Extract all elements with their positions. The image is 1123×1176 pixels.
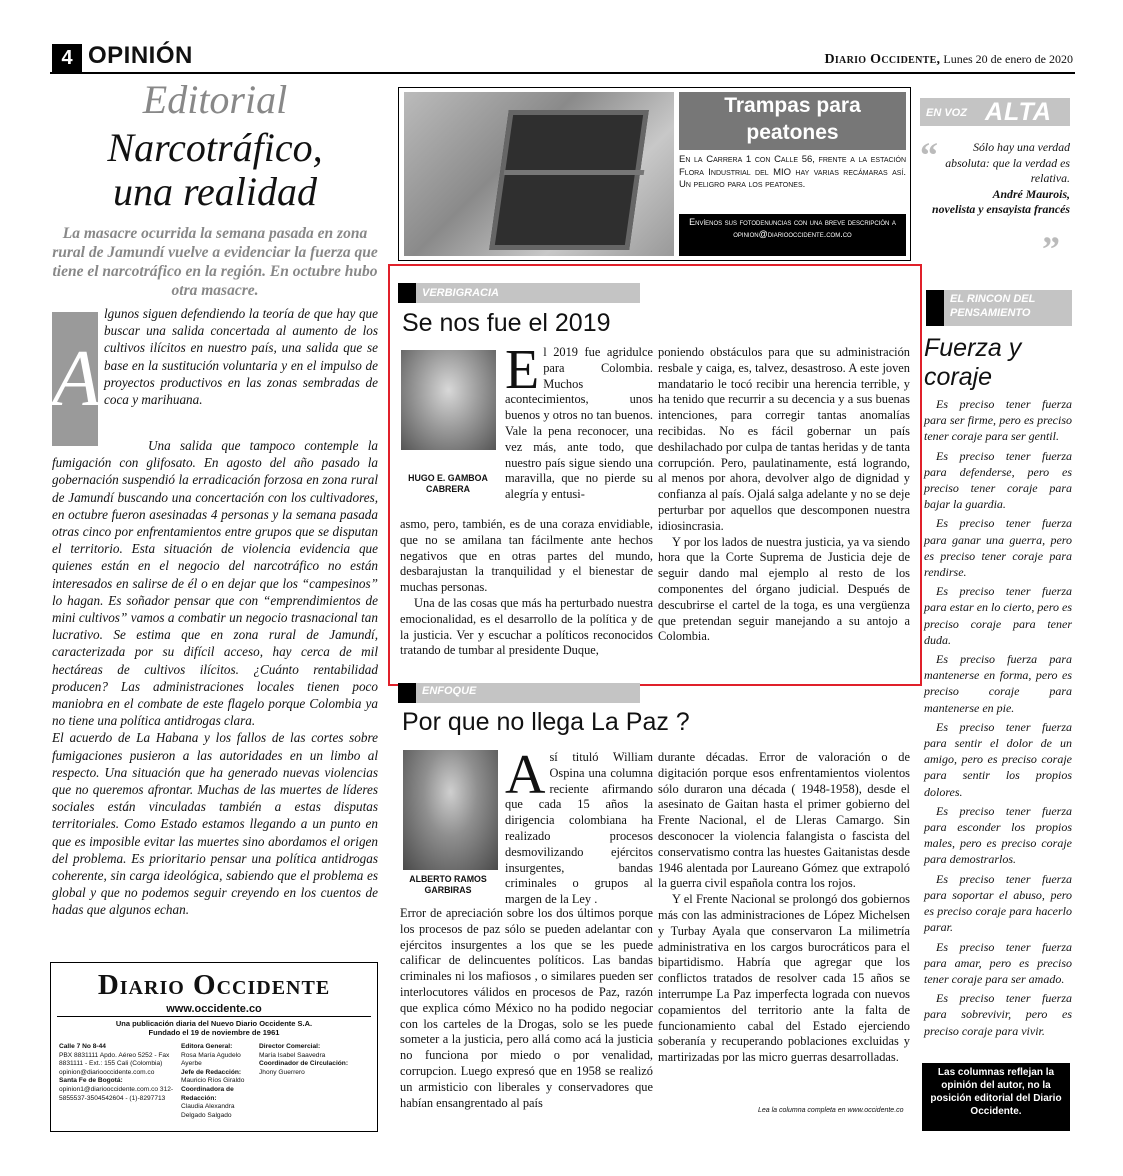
editorial-title [52, 126, 378, 214]
rincon-body [924, 396, 1072, 1042]
verbigracia-col2 [658, 345, 910, 645]
header-rule [50, 72, 1075, 74]
editorial-title-line2: una realidad [112, 169, 318, 214]
publisher-box [50, 962, 378, 1132]
editor-head: Editora General: [181, 1043, 233, 1050]
issue-date: Lunes 20 de enero de 2020 [943, 52, 1073, 66]
en-voz-alta-small: EN VOZ [926, 107, 967, 119]
rincon-paragraph: Es preciso tener fuerza para ganar una guerra, pero es preciso tener coraje para rendirse. [924, 516, 1072, 580]
en-voz-alta-quote: Sólo hay una verdad absoluta: que la verdad es relativa. [945, 140, 1070, 186]
enfoque-col1-top [505, 744, 653, 908]
bogota-text: opinion1@diariooccidente.com.co 312-5855537-3504542604 - (1)-8297713 [59, 1085, 174, 1102]
verbigracia-text-5: Y por los lados de nuestra justicia, ya va siendo hora que la Corte Suprema de Justicia deje de seguir dando mal ejemplo al resto de los componentes del órgano judicial. Después de descubrirse el cartel de la toga, es una vergüenza que pretendan seguir manejando a su antojo a Colombia. [658, 534, 910, 644]
en-voz-alta-quote-block [930, 140, 1070, 218]
verbigracia-label: VERBIGRACIA [422, 287, 500, 299]
enfoque-title: Por que no llega La Paz ? [402, 708, 690, 736]
photo-report-cta[interactable]: Envíenos sus fotodenuncias con una breve descripción a opinion@diariooccidente.com.co [679, 214, 906, 256]
enfoque-col1-bottom: Error de apreciación sobre los dos últimos porque los procesos de paz sólo se pueden adelantar con ejércitos insurgentes a los que se les puede calificar de delincuentes políticos. Las bandas criminales ni los mafiosos , o similares pueden ser interlocutores válidos en procesos de Paz, razón que explica cómo México no ha podido negociar con los carteles de la Drogas, solo se les puede someter a la justicia, pero allá como acá la justicia no funciona por miedo o por venalidad, corrupcion. Luego expresó que en 1958 se realizó un armisticio con liberales y conservadores que habían ensangrentado al país [400, 906, 653, 1110]
enfoque-drop-cap: A [505, 744, 546, 806]
newspaper-name: Diario Occidente, [824, 52, 941, 67]
rincon-band-marker [926, 290, 944, 326]
editorial-drop-cap: A [52, 312, 98, 446]
disclaimer-box: Las columnas reflejan la opinión del autor, no la posición editorial del Diario Occidente. [922, 1063, 1070, 1131]
publisher-url[interactable]: www.occidente.co [166, 1003, 262, 1015]
editorial-body [52, 437, 378, 919]
publisher-col-1 [59, 1043, 177, 1103]
circulation-head: Coordinador de Circulación: [259, 1060, 349, 1068]
rincon-paragraph: Es preciso tener fuerza para ser firme, pero es preciso tener coraje para ser gentil. [924, 397, 1072, 444]
publisher-sub2: Fundado el 19 de noviembre de 1961 [148, 1028, 280, 1037]
verbigracia-text-4: poniendo obstáculos para que su administración resbale y caiga, es, talvez, desastroso. A este joven mandatario le tocó recibir una herencia terrible, y ha tenido que recurrir a su decencia y a sus buenas intenciones, para corregir tantas anomalías recibidas. No es fácil gobernar un país deshilachado por culpa de tantas heridas y de tanta corrupción. Pero, paulatinamente, está logrando, al menos por ahora, devolver algo de dignidad y confianza al país. Ojalá salga adelante y no se deje perturbar por aquellos que descomponen nuestra idiosincrasia. [658, 345, 910, 533]
publisher-col-2 [181, 1043, 257, 1120]
editorial-kicker: Editorial [142, 77, 288, 122]
street-hole-photo [404, 92, 674, 256]
en-voz-alta-author-desc: novelista y ensayista francés [932, 202, 1070, 217]
editorial-first-block: lgunos siguen defendiendo la teoría de que hay que buscar una salida concertada al aumento de los cultivos ilícitos en nuestro país, una salida que se base en la sustitución voluntaria y en el impulso de proyectos productivos en las zonas sembradas de coca y marihuana. [104, 306, 378, 408]
commercial-name: María Isabel Saavedra [259, 1051, 326, 1059]
coord-head: Coordinadora de Redacción: [181, 1085, 234, 1102]
verbigracia-author: HUGO E. GAMBOA CABRERA [408, 473, 488, 494]
page-number: 4 [52, 44, 82, 72]
verbigracia-text-1: l 2019 fue agridulce para Colombia. Muchos acontecimientos, unos buenos y otros no tan buenos. Vale la pena reconocer, una vez más, ante todo, que nuestro país sigue siendo una maravilla, que no pierde su alegría y entusi- [505, 345, 653, 502]
editorial-paragraph-3: El acuerdo de La Habana y los fallos de las cortes sobre fumigaciones pusieron a las autoridades en un limbo al respecto. Una situación que ha generado nuevas violencias que no queremos afrontar. Muchas de las muertes de líderes sociales están vinculadas también a estas disputas territoriales. Como Estado estamos llegando a un punto en que es imposible evitar las muertes sino abordamos el origen del problema. Es prioritario pensar una política antidrogas coherente, sin carga ideológica, sabiendo que el problema es global y que no podemos seguir creyendo en los cuentos de hadas que algunos echan. [52, 730, 378, 918]
rincon-paragraph: Es preciso tener fuerza para sentir el dolor de un amigo, pero es preciso coraje para sentir los propios dolores. [924, 719, 1072, 799]
enfoque-col2 [658, 750, 910, 1066]
publisher-col-3 [259, 1043, 373, 1077]
masthead [824, 52, 1073, 68]
rincon-paragraph: Es preciso fuerza para mantenerse en forma, pero es preciso coraje para mantenerse en pie. [924, 652, 1072, 715]
open-quote-icon: “ [920, 135, 938, 175]
grate-bar [504, 170, 645, 175]
en-voz-alta-author: André Maurois, [992, 186, 1070, 201]
photo-report-body: En la Carrera 1 con Calle 56, frente a la estación Flora Industrial del MIO hay varias recámaras así. Un peligro para los peatones. [679, 154, 906, 191]
manhole-grate [489, 110, 649, 250]
verbigracia-col1-top [505, 339, 653, 503]
editorial-dek: La masacre ocurrida la semana pasada en zona rural de Jamundí vuelve a evidenciar la fuerza que tiene el narcotráfico en la región. En octubre hubo otra masacre. [52, 225, 378, 299]
enfoque-author: ALBERTO RAMOS GARBIRAS [409, 874, 487, 895]
address-text: PBX 8831111 Apdo. Aéreo 5252 - Fax 8831111 - Ext.: 155 Cali (Colombia) opinion@diariooccidente.com.co [59, 1051, 170, 1076]
chief-head: Jefe de Redacción: [181, 1068, 242, 1076]
en-voz-alta-big: ALTA [985, 98, 1052, 126]
enfoque-band-marker [398, 683, 416, 703]
verbigracia-title: Se nos fue el 2019 [402, 309, 611, 337]
enfoque-footnote[interactable]: Lea la columna completa en www.occidente.co [758, 1107, 904, 1114]
author-photo-gamboa [401, 350, 496, 450]
editor-name: Rosa María Agudelo Ayerbe [181, 1051, 241, 1068]
editorial-paragraph-2: Una salida que tampoco contemple la fumigación con glifosato. En agosto del año pasado la gobernación suspendió la erradicación forzosa en zona rural de Jamundí buscando una concertación con los cultivadores, en octubre fueron asesinadas 4 personas y la semana pasada otras cinco por enfrentamientos entre grupos que se disputan el territorio. Esta situación de violencia evidencia que quienes están en el negocio del narcotráfico no están interesados en salirse de él o en dejar que los “campesinos” lo hagan. Es soñador pensar que con “emprendimientos de mini cultivos” vamos a combatir un negocio trasnacional tan lucrativo. Se estima que en zona rural de Jamundí, caracterizada por su difícil acceso, hay cerca de mil hectáreas de cultivos ilícitos. ¿Cuánto rentabilidad producen? Las administraciones locales tienen poco maniobra en el combate de este flagelo porque Colombia ya no tiene una política antidrogas clara. [52, 438, 378, 729]
enfoque-label: ENFOQUE [422, 685, 477, 697]
bogota-head: Santa Fe de Bogotá: [59, 1077, 123, 1085]
rincon-title-line1: Fuerza y [924, 334, 1022, 362]
rincon-paragraph: Es preciso tener fuerza para sobrevivir, pero es preciso coraje para vivir. [924, 991, 1072, 1038]
close-quote-icon: ” [1042, 229, 1060, 269]
author-photo-ramos [403, 750, 498, 870]
editorial-title-line1: Narcotráfico, [107, 125, 323, 170]
section-title: OPINIÓN [88, 42, 193, 69]
photo-report-title: Trampas para peatones [724, 94, 861, 144]
enfoque-text-3: durante décadas. Error de valoración o de digitación porque esos enfrentamientos violentos sólo duraron una década ( 1948-1958), desde el asesinato de Gaitan hasta el primer gobierno del Frente Nacional, el de Lleras Camargo. Sin desconocer la violencia falangista o fascista del conservatismo contra las huestes Gaitanistas desde 1946 alentada por Laureano Gómez que extrapoló la guerra civil española contra los rojos. [658, 750, 910, 891]
chief-name: Mauricio Ríos Giraldo [181, 1077, 245, 1085]
address-head: Calle 7 No 8-44 [59, 1043, 106, 1050]
rincon-paragraph: Es preciso tener fuerza para esconder los propios males, pero es preciso coraje para demostrarlos. [924, 803, 1072, 867]
verbigracia-drop-cap: E [505, 339, 540, 401]
publisher-rule [57, 1016, 371, 1017]
publisher-sub1: Una publicación diaria del Nuevo Diario Occidente S.A. [115, 1019, 313, 1028]
publisher-name: Diario Occidente [97, 969, 331, 1001]
coord-name: Claudia Alexandra Delgado Salgado [181, 1103, 235, 1119]
rincon-paragraph: Es preciso tener fuerza para defenderse, pero es preciso tener coraje para bajar la guardia. [924, 448, 1072, 512]
rincon-paragraph: Es preciso tener fuerza para estar en lo cierto, pero es preciso coraje para tener duda. [924, 584, 1072, 647]
verbigracia-col1-bottom [400, 517, 653, 659]
commercial-head: Director Comercial: [259, 1043, 321, 1050]
verbigracia-text-3: Una de las cosas que más ha perturbado nuestra emocionalidad, es el desarrollo de la política y de la justicia. Ver y escuchar a políticos reconocidos tratando de tumbar al presidente Duque, [400, 595, 653, 658]
rincon-title [924, 334, 1021, 392]
enfoque-text-1: sí tituló William Ospina una columna reciente afirmando que cada 15 años la dirigencia colombiana ha realizado procesos desmovilizando ejércitos insurgentes, bandas criminales o grupos al margen de la Ley . [505, 750, 653, 907]
verbigracia-text-2: asmo, pero, también, es de una coraza envidiable, que no se amilana tan fácilmente ante hechos negativos que en otras partes del mundo, desbarajustan la tranquilidad y el bienestar de muchas personas. [400, 517, 653, 595]
enfoque-text-4: Y el Frente Nacional se prolongó dos gobiernos más con las administraciones de López Michelsen y Turbay Ayala que conservaron La milimetría administrativa en los cargos burocráticos para el bipartidismo. Habría que agregar que los conflictos tratados de resolver cada 15 años se interrumpe La Paz imperfecta lograda con nuevos copamientos del territorio ante la falta de funcionamiento cabal del Estado ejerciendo soberanía y recuperando poblaciones excluidas y martirizadas por las micro guerras desarrolladas. [658, 892, 910, 1065]
publisher-subtitle [51, 1019, 377, 1037]
circulation-name: Jhony Guerrero [259, 1068, 305, 1076]
verbigracia-band-marker [398, 283, 416, 303]
rincon-title-line2: coraje [924, 363, 993, 391]
rincon-label: EL RINCON DEL PENSAMIENTO [950, 293, 1036, 319]
rincon-paragraph: Es preciso tener fuerza para amar, pero es preciso tener coraje para ser amado. [924, 939, 1072, 986]
rincon-paragraph: Es preciso tener fuerza para soportar el abuso, pero es preciso coraje para hacerlo parar. [924, 871, 1072, 935]
